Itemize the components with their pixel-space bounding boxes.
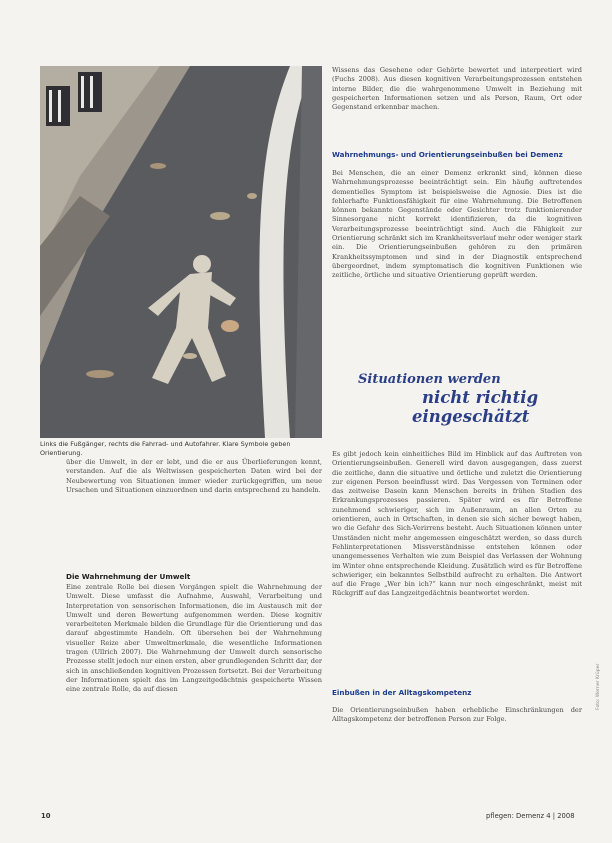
pull-quote-line-1: Situationen werden xyxy=(358,372,501,387)
right-column-intro xyxy=(332,66,582,112)
pull-quote-line-2: nicht richtig xyxy=(422,388,539,407)
pedestrian-symbol-image xyxy=(40,66,322,438)
journal-name: pflegen: Demenz 4 | 2008 xyxy=(486,812,575,820)
photo-credit: Foto: Werner Krüper xyxy=(596,663,601,710)
section-orientierung xyxy=(332,450,582,599)
left-intro-text: über die Umwelt, in der er lebt, und die er aus Überlieferungen kennt, verstanden. Auf die als Weltwissen gespeicherten Daten wird bei der Neubewertung von Situationen immer wieder zurückgegriffen, um neue Ursachen und Situationen einzuordnen und darin entsprechend zu handeln. xyxy=(66,458,322,494)
section-alltagskompetenz xyxy=(332,688,582,725)
street-photo xyxy=(40,66,322,438)
section-title-umwelt: Die Wahrnehmung der Umwelt xyxy=(66,572,191,581)
right-intro-text: Wissens das Gesehene oder Gehörte bewertet und interpretiert wird (Fuchs 2008). Aus diesen kognitiven Verarbeitungsprozessen entstehen interne Bilder, die die wahrgenommene Umwelt in Beziehung mit gespeicherten Informationen setzen und als Person, Raum, Ort oder Gegenstand erkennbar machen. xyxy=(332,66,582,112)
page-number: 10 xyxy=(41,812,51,820)
photo-caption: Links die Fußgänger, rechts die Fahrrad- und Autofahrer. Klare Symbole geben Orientierung. xyxy=(40,440,291,457)
left-column-intro xyxy=(66,458,322,495)
section-demenz xyxy=(332,150,582,281)
section-umwelt xyxy=(66,572,322,695)
section-title-alltagskompetenz: Einbußen in der Alltagskompetenz xyxy=(332,688,472,697)
page-footer xyxy=(0,810,612,824)
section-text-umwelt: Eine zentrale Rolle bei diesen Vorgängen spielt die Wahrnehmung der Umwelt. Diese umfasst die Aufnahme, Auswahl, Verarbeitung und Interpretation von sensorischen Informationen, die im Austausch mit der Umwelt und deren Bewertung aufgenommen werden. Diese kognitiv verarbeiteten Merkmale bilden die Grundlage für die Orientierung und das darauf abgestimmte Handeln. Oft übersehen bei der Wahrnehmung visueller Reize aber Umweltmerkmale, die wesentliche Informationen tragen (Ullrich 2007). Die Wahrnehmung der Umwelt durch sensorische Prozesse stellt jedoch nur einen ersten, aber grundlegenden Schritt dar, der sich in anschließenden kognitiven Prozessen fortsetzt. Bei der Verarbeitung der Informationen spielt das im Langzeitgedächtnis gespeicherte Wissen eine zentrale Rolle, da auf diesen xyxy=(66,583,322,694)
section-text-alltagskompetenz: Die Orientierungseinbußen haben erhebliche Einschränkungen der Alltagskompetenz der betroffenen Person zur Folge. xyxy=(332,706,582,724)
section-text-demenz: Bei Menschen, die an einer Demenz erkrankt sind, können diese Wahrnehmungsprozesse beeinträchtigt sein. Ein häufig auftretendes dementielles Symptom ist beispielsweise die Agnosie. Dies ist die fehlerhafte Funktionsfähigkeit für eine Wahrnehmung. Die Betroffenen können bekannte Gegenstände oder Gesichter trotz funktionierender Sinnesorgane nicht korrekt identifizieren, da die kognitiven Verarbeitungsprozesse beeinträchtigt sind. Auch die Fähigkeit zur Orientierung schränkt sich im Krankheitsverlauf mehr oder weniger stark ein. Die Orientierungseinbußen gehören zu den primären Krankheitssymptomen und sind in der Diagnostik entsprechend übergeordnet, indem symptomatisch die kognitiven Funktionen wie zeitliche, örtliche und situative Orientierung geprüft werden. xyxy=(332,169,582,280)
pull-quote-line-3: eingeschätzt xyxy=(412,407,530,426)
section-text-orientierung: Es gibt jedoch kein einheitliches Bild im Hinblick auf das Auftreten von Orientierungseinbußen. Generell wird davon ausgegangen, dass zuerst die zeitliche, dann die situative und örtliche und zuletzt die Orientierung zur eigenen Person beeinflusst wird. Das Vergessen von Terminen oder das zeitweise Dasein kann Menschen bereits in frühen Stadien des Erkrankungsprozesses passieren. Später wird es für Betroffene zunehmend schwieriger, sich im Außenraum, an allen Orten zu orientieren, auch in Ortschaften, in denen sie sich sicher bewegt haben, wo die Gefahr des Sich-Verirrens besteht. Auch Situationen können unter Umständen nicht mehr angemessen eingeschätzt werden, so dass durch Fehlinterpretationen Missverständnisse entstehen können oder unangemessenes Verhalten wie zum Beispiel das Verlassen der Wohnung im Winter ohne entsprechende Kleidung. Zusätzlich wird es für Betroffene schwieriger, ein bekanntes Selbstbild aufrecht zu erhalten. Die Antwort auf die Frage „Wer bin ich?“ kann nur noch eingeschränkt, meist mit Rückgriff auf das Langzeitgedächtnis beantwortet werden. xyxy=(332,450,582,598)
section-title-demenz: Wahrnehmungs- und Orientierungseinbußen bei Demenz xyxy=(332,150,563,159)
pull-quote xyxy=(340,372,585,426)
